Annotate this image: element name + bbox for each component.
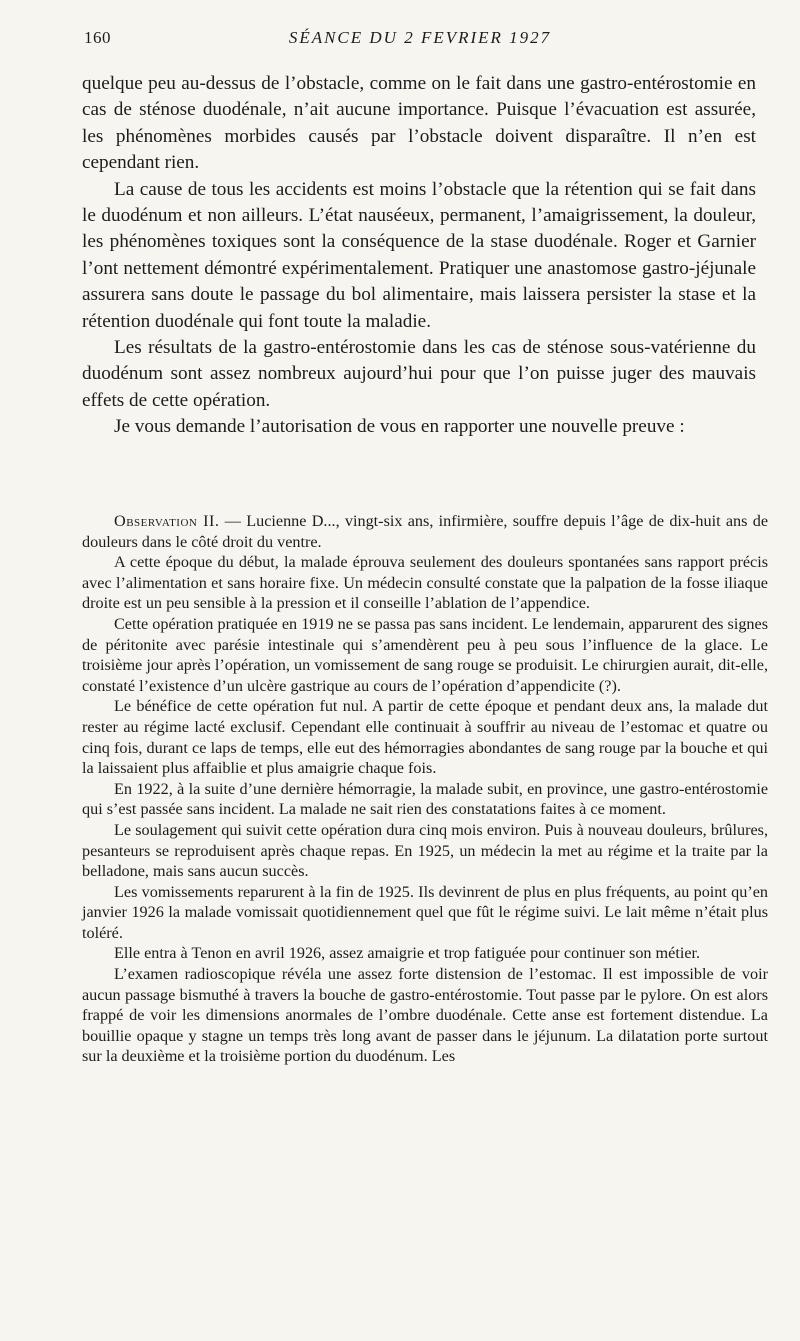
body-paragraph: Les résultats de la gastro-entérostomie dans les cas de sténose sous-vatérienne du duodénum sont assez nombreux aujourd’hui pour que l’on puisse juger des mauvais effets de cette opération. [82,337,756,411]
observation-paragraph: A cette époque du début, la malade éprouva seulement des douleurs spontanées sans rapport précis avec l’alimentation et sans horaire fixe. Un médecin consulté constate que la palpation de la fosse iliaque droite est un peu sensible à la pression et il conseille l’ablation de l’appendice. [82,553,768,613]
observation-paragraph: Elle entra à Tenon en avril 1926, assez amaigrie et trop fatiguée pour continuer son métier. [114,944,701,963]
body-paragraph: quelque peu au-dessus de l’obstacle, comme on le fait dans une gastro-entérostomie en cas de sténose duodénale, n’ait aucune importance. Puisque l’évacuation est assurée, les phénomènes morbides causés par l’obstacle doivent disparaître. Il n’en est cependant rien. [82,73,756,174]
observation-paragraph: En 1922, à la suite d’une dernière hémorragie, la malade subit, en province, une gastro-entérostomie qui s’est passée sans incident. La malade ne sait rien des constatations faites à ce moment. [82,779,768,819]
body-paragraph: La cause de tous les accidents est moins l’obstacle que la rétention qui se fait dans le duodénum et non ailleurs. L’état nauséeux, permanent, l’amaigrissement, la douleur, les phénomènes toxiques sont la conséquence de la stase duodénale. Roger et Garnier l’ont nettement démontré expérimentalement. Pratiquer une anastomose gastro-jéjunale assurera sans doute le passage du bol alimentaire, mais laissera persister la stase et la rétention duodénale qui font toute la maladie. [82,178,756,332]
observation-paragraph: Le bénéfice de cette opération fut nul. A partir de cette époque et pendant deux ans, la malade dut rester au régime lacté exclusif. Cependant elle continuait à souffrir au niveau de l’estomac et quatre ou cinq fois, durant ce laps de temps, elle eut des hémorragies abondantes de sang rouge par la bouche et qui la laissaient plus affaiblie et plus amaigrie chaque fois. [82,697,768,778]
observation-label: Observation II. [114,512,220,530]
body-paragraph: Je vous demande l’autorisation de vous en rapporter une nouvelle preuve : [114,416,685,438]
observation-paragraph: Cette opération pratiquée en 1919 ne se passa pas sans incident. Le lendemain, apparurent des signes de péritonite avec parésie intestinale qui s’amendèrent peu à peu sous l’influence de la glace. Le troisième jour après l’opération, un vomissement de sang rouge se produisit. Le chirurgien aurait, dit-elle, constaté l’existence d’un ulcère gastrique au cours de l’opération d’appendicite (?). [82,614,768,695]
running-head [84,28,756,52]
observation-intro [82,511,768,552]
observation-section [82,511,768,1067]
body-text [82,71,756,441]
header-title: SÉANCE DU 2 FEVRIER 1927 [288,28,552,47]
observation-paragraph: Les vomissements reparurent à la fin de 1925. Ils devinrent de plus en plus fréquents, au point qu’en janvier 1926 la malade vomissait quotidiennement quel que fût le régime suivi. Le lait même n’était plus toléré. [82,882,768,942]
observation-paragraph: L’examen radioscopique révéla une assez forte distension de l’estomac. Il est impossible de voir aucun passage bismuthé à travers la bouche de gastro-entérostomie. Tout passe par le pylore. On est alors frappé de voir les dimensions anormales de l’ombre duodénale. Cette anse est fortement distendue. La bouillie opaque y stagne un temps très long avant de passer dans le jéjunum. La dilatation porte surtout sur la deuxième et la troisième portion du duodénum. Les [82,965,768,1066]
observation-intro-text: — Lucienne D..., vingt-six ans, infirmière, souffre depuis l’âge de dix-huit ans de douleurs dans le côté droit du ventre. [82,512,769,551]
observation-paragraph: Le soulagement qui suivit cette opération dura cinq mois environ. Puis à nouveau douleurs, brûlures, pesanteurs se reproduisent après chaque repas. En 1925, un médecin la met au régime et la traite par la belladone, mais sans aucun succès. [82,820,768,881]
page-number: 160 [84,28,111,47]
